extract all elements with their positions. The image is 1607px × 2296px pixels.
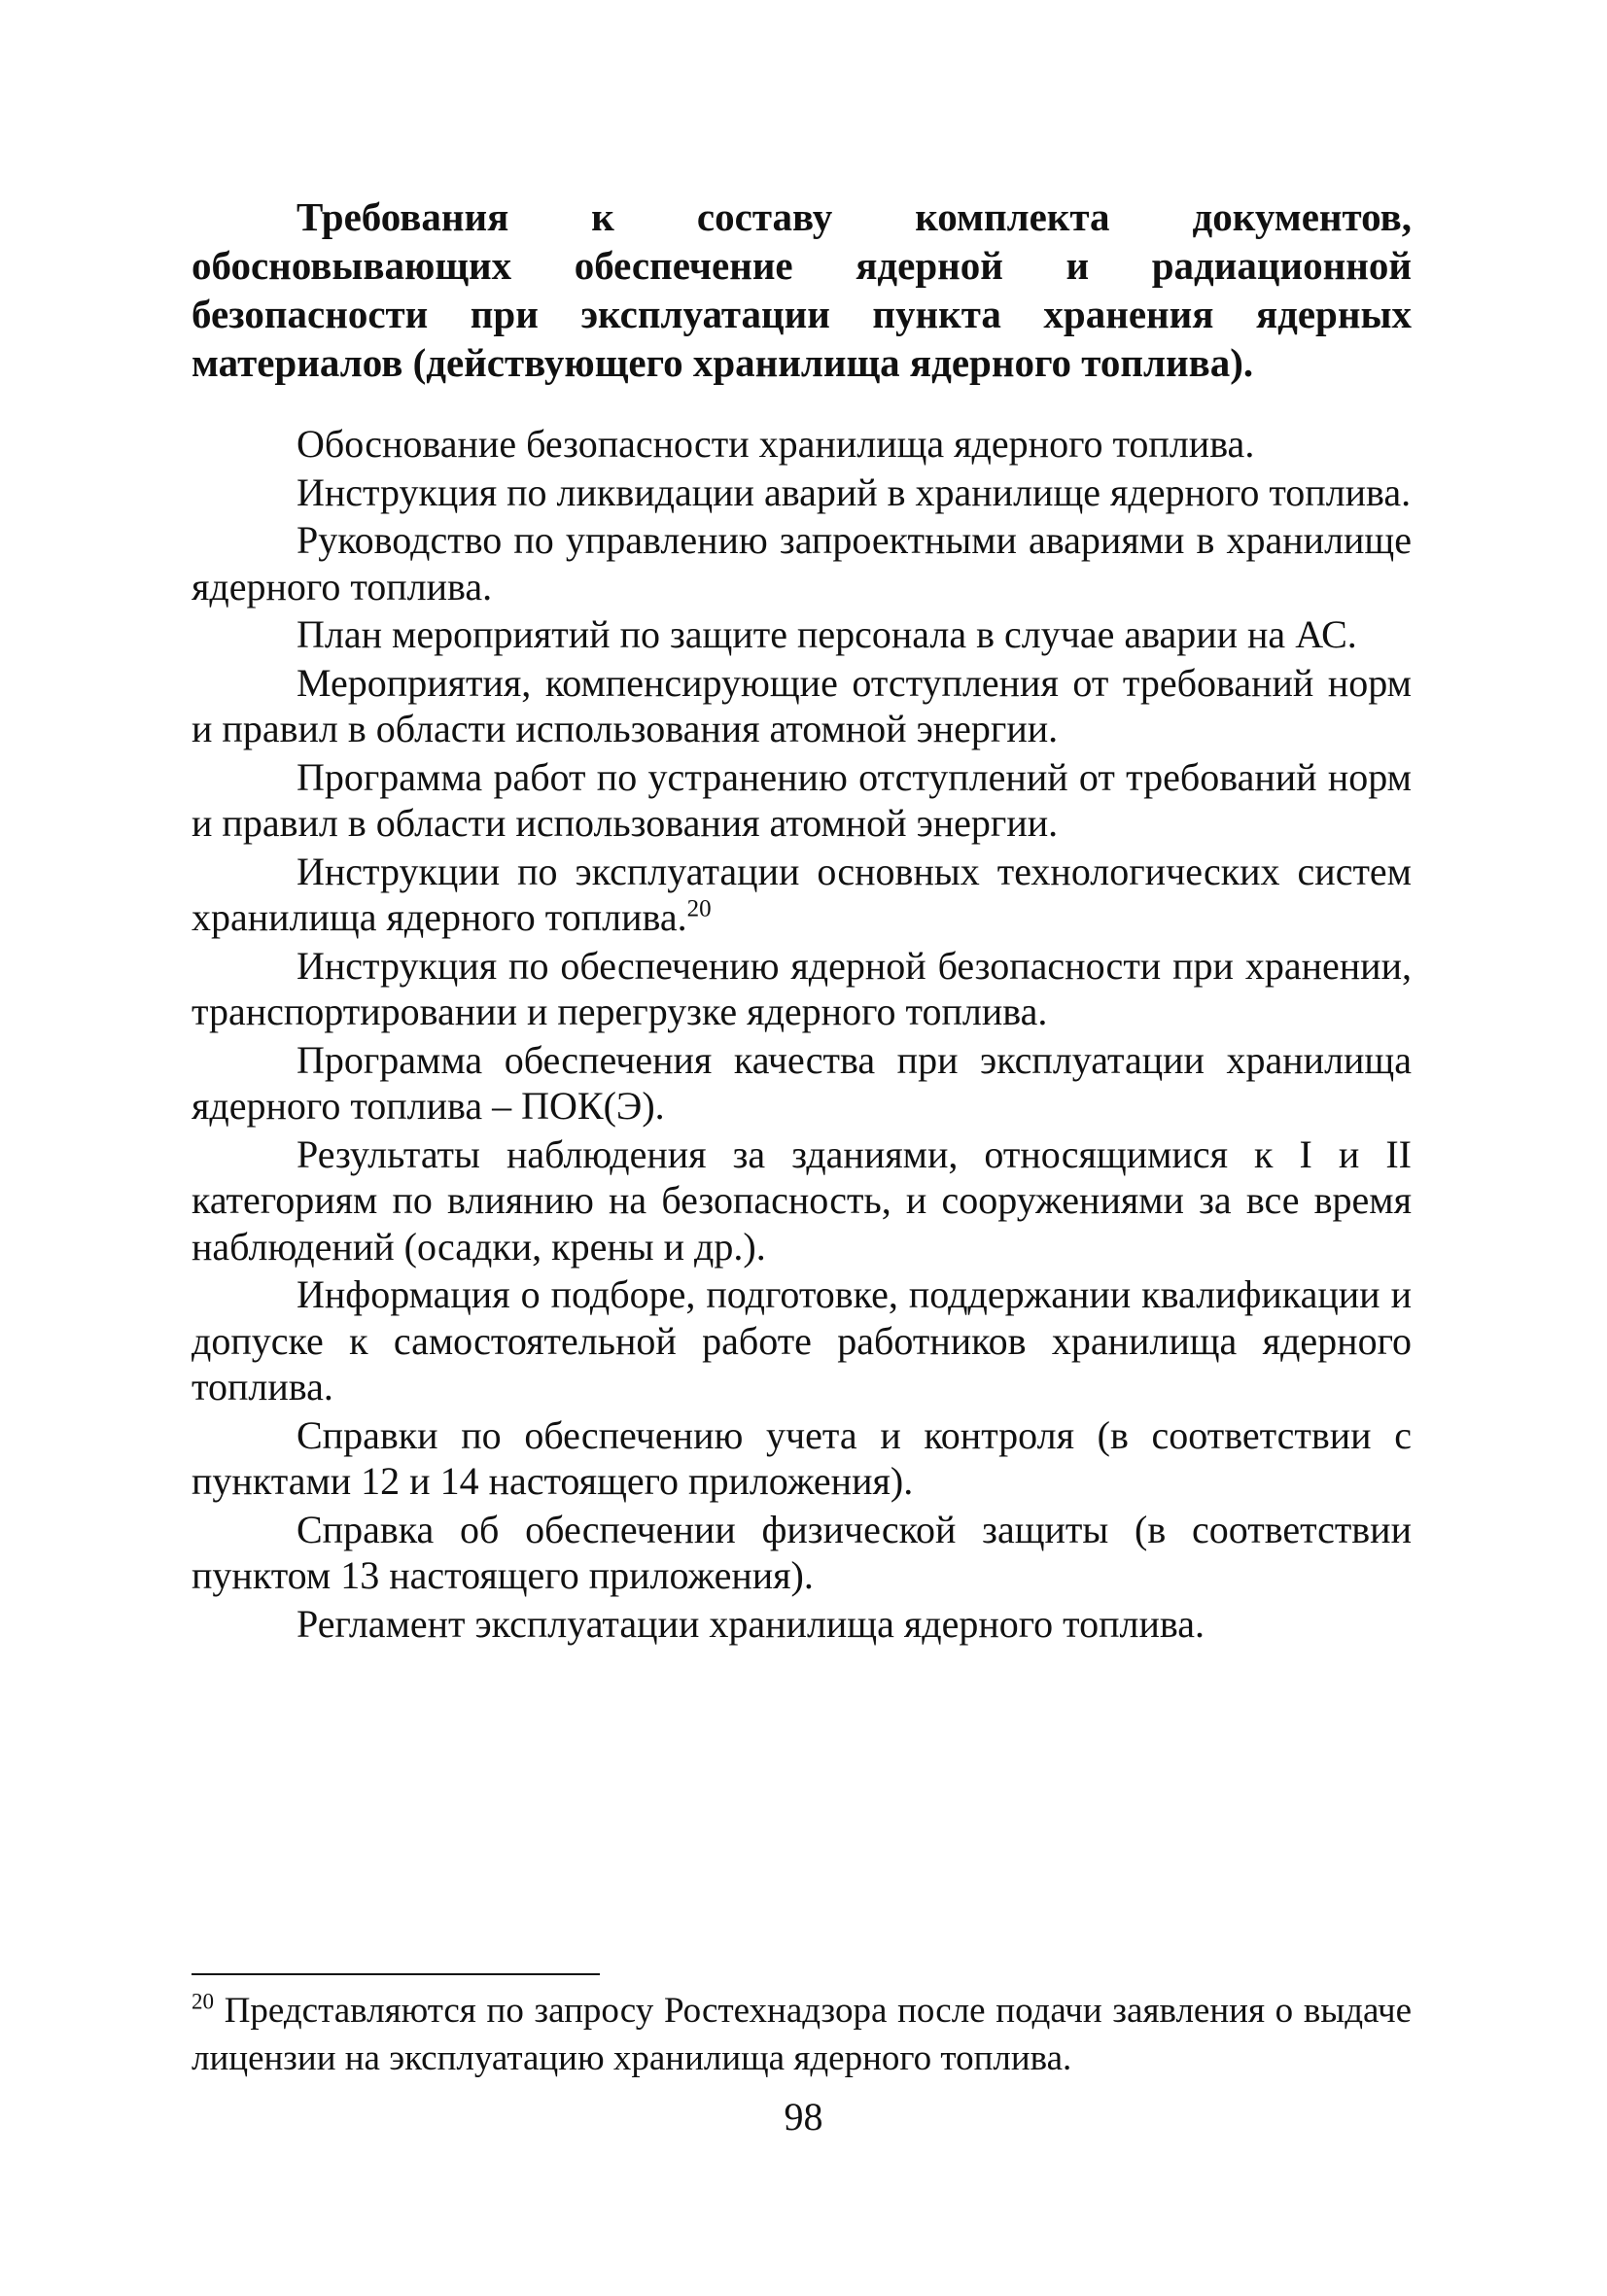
list-item: Инструкция по ликвидации аварий в хранилище ядерного топлива. <box>297 470 1412 514</box>
list-item: Мероприятия, компенсирующие отступления от требований норм и правил в области использования атомной энергии. <box>192 660 1412 750</box>
footnote-text: Представляются по запросу Ростехнадзора после подачи заявления о выдаче лицензии на эксплуатацию хранилища ядерного топлива. <box>192 1991 1412 2078</box>
footnote-number: 20 <box>192 1989 214 2014</box>
list-item: Результаты наблюдения за зданиями, относящимися к I и II категориям по влиянию на безопасность, и сооружениями за все время наблюдений (осадки, крены и др.). <box>192 1131 1412 1269</box>
section-heading: Требования к составу комплекта документов, обосновывающих обеспечение ядерной и радиационной безопасности при эксплуатации пункта хранения ядерных материалов (действующего хранилища ядерного топлива). <box>192 194 1412 385</box>
footnote-divider <box>192 1973 600 1975</box>
list-item: Руководство по управлению запроектными авариями в хранилище ядерного топлива. <box>192 518 1412 609</box>
page-number: 98 <box>784 2095 823 2139</box>
list-item: Справки по обеспечению учета и контроля (в соответствии с пунктами 12 и 14 настоящего приложения). <box>192 1412 1412 1503</box>
list-item: Программа обеспечения качества при эксплуатации хранилища ядерного топлива – ПОК(Э). <box>192 1037 1412 1128</box>
list-item: Инструкция по обеспечению ядерной безопасности при хранении, транспортировании и перегрузке ядерного топлива. <box>192 943 1412 1033</box>
footnote <box>192 1987 1412 2082</box>
list-item-text: Инструкции по эксплуатации основных технологических систем хранилища ядерного топлива. <box>192 849 1412 939</box>
list-item: Регламент эксплуатации хранилища ядерного топлива. <box>297 1601 1205 1646</box>
list-item: Программа работ по устранению отступлений от требований норм и правил в области использования атомной энергии. <box>192 754 1412 845</box>
list-item: Информация о подборе, подготовке, поддержании квалификации и допуске к самостоятельной работе работников хранилища ядерного топлива. <box>192 1272 1412 1409</box>
list-item: Обоснование безопасности хранилища ядерного топлива. <box>297 422 1255 466</box>
list-item: План мероприятий по защите персонала в случае аварии на АС. <box>297 612 1357 656</box>
document-list <box>192 421 1412 1647</box>
footnote-reference: 20 <box>686 895 712 922</box>
list-item: Справка об обеспечении физической защиты (в соответствии пунктом 13 настоящего приложения). <box>192 1507 1412 1597</box>
list-item-with-footnote <box>192 849 1412 941</box>
